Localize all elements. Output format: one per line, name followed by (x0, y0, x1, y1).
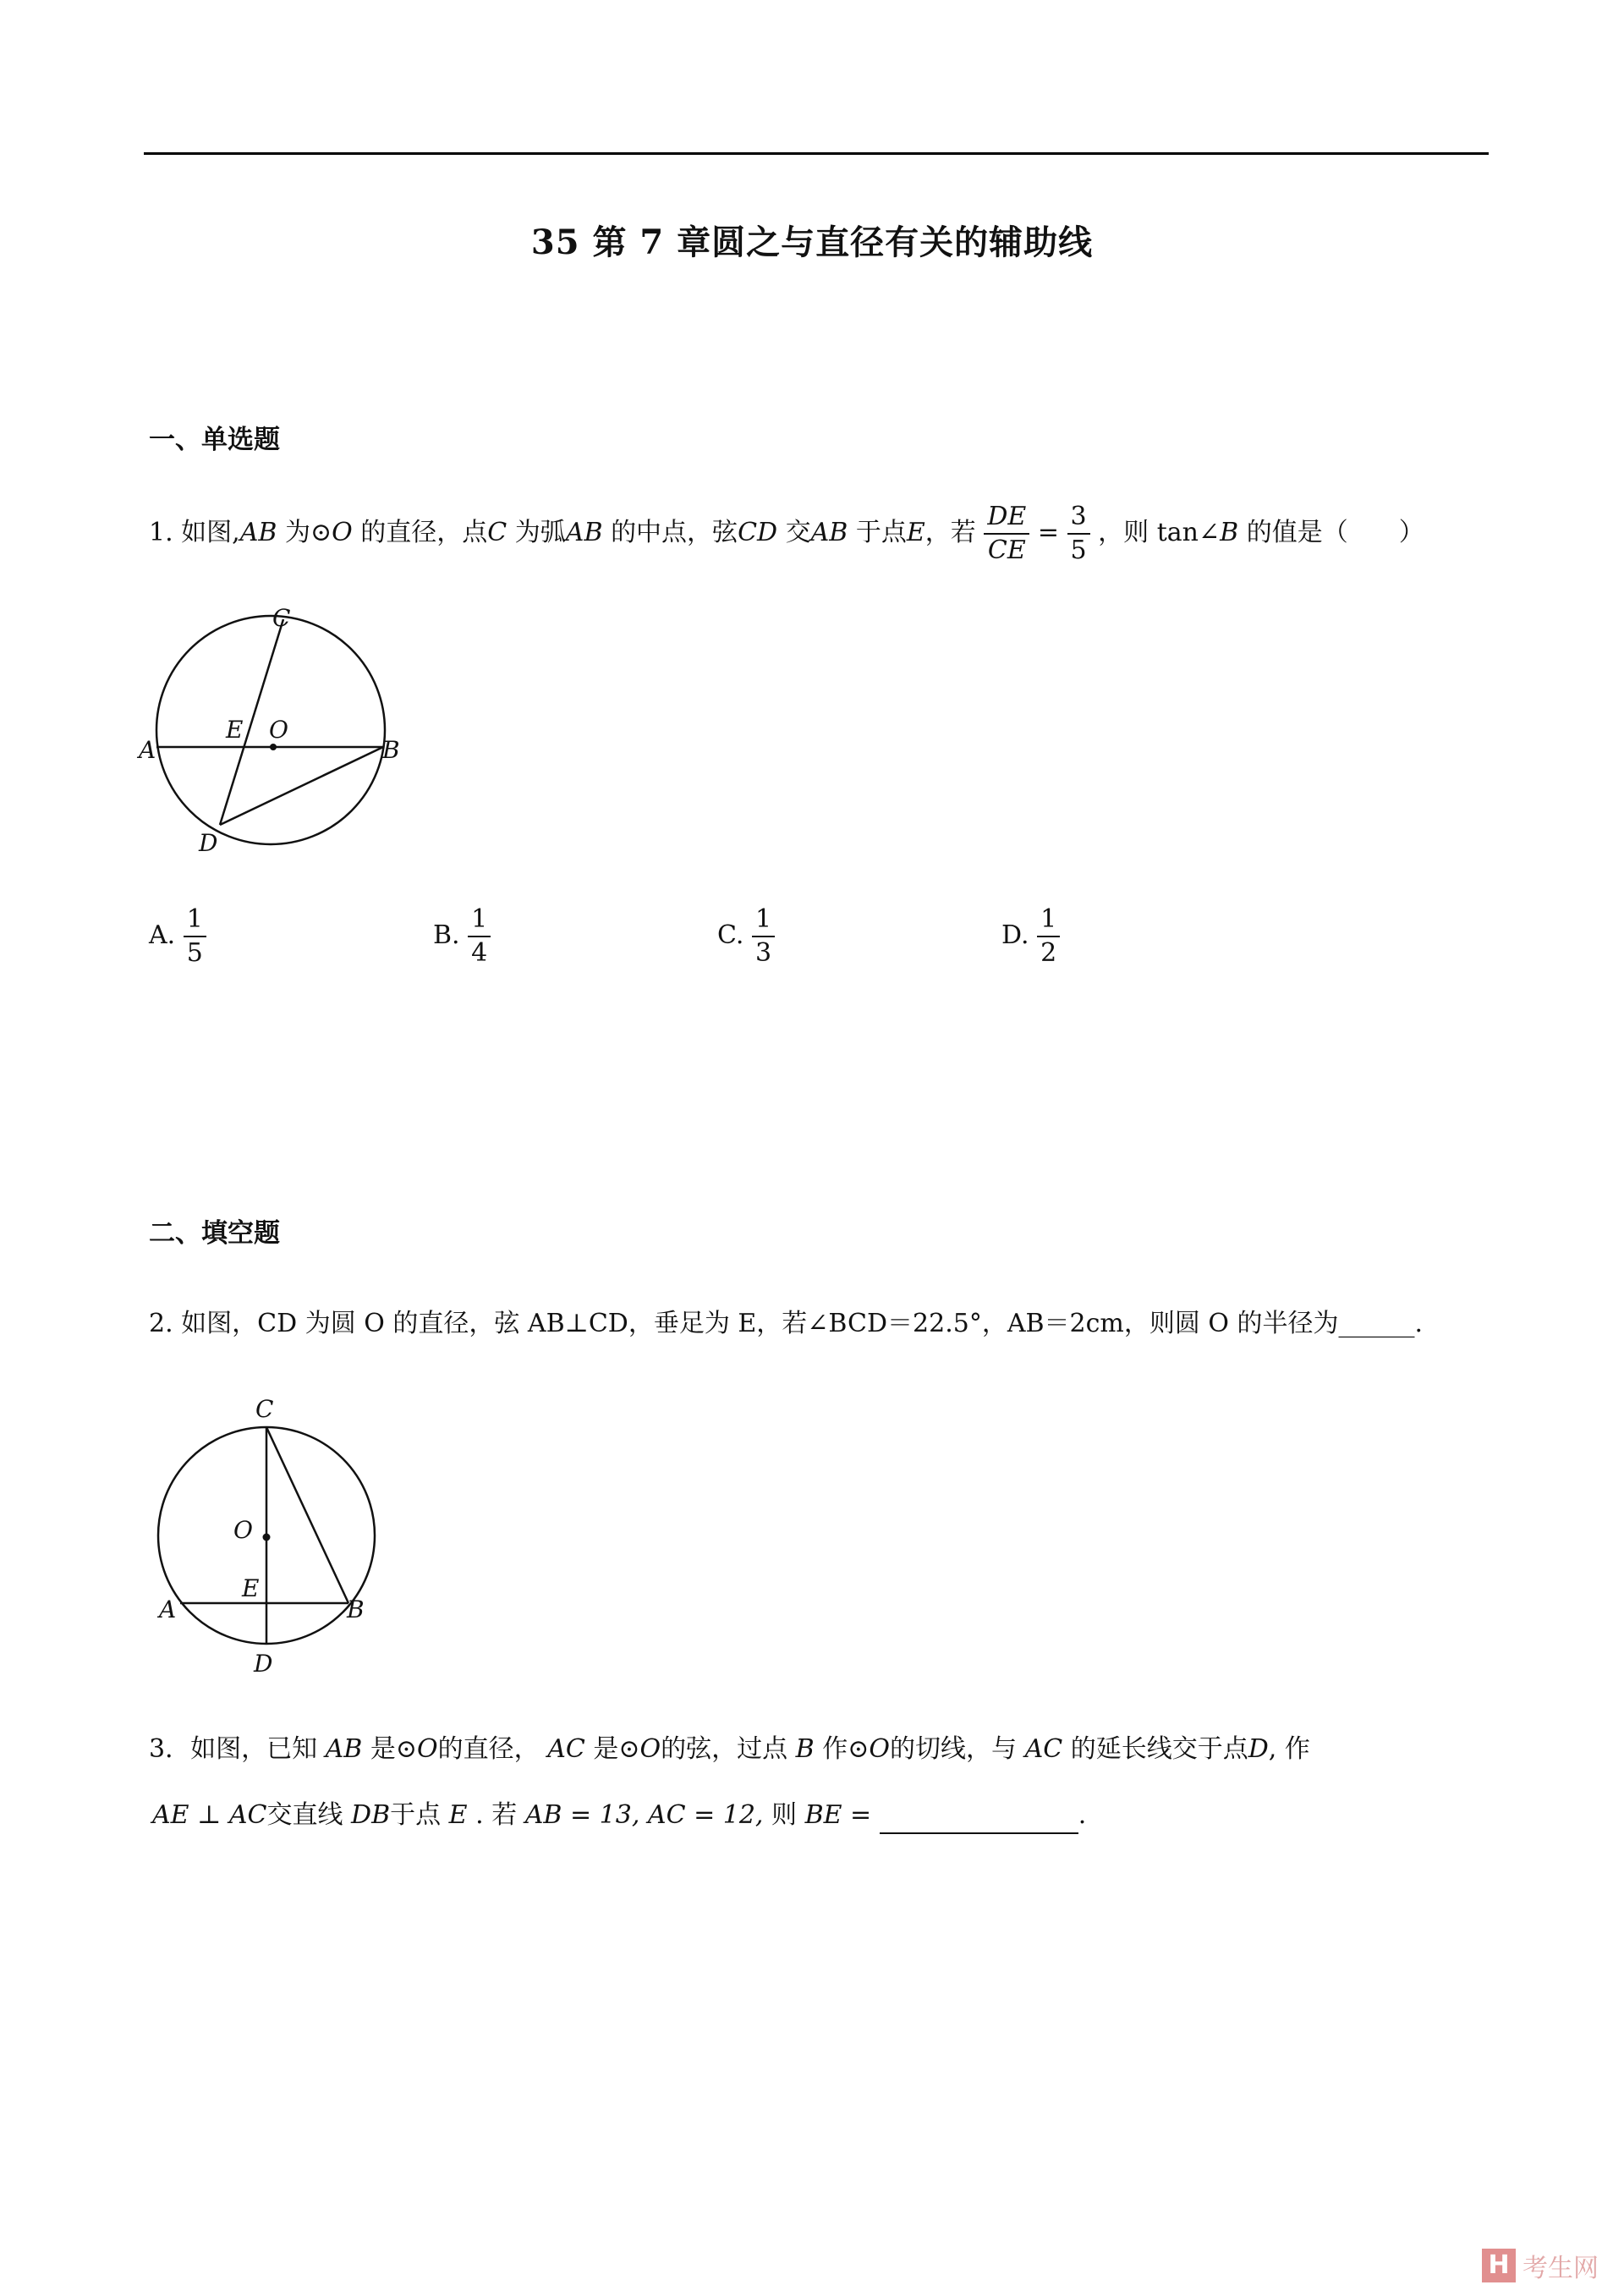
label-O: O (233, 1516, 253, 1544)
label-D: D (254, 1650, 273, 1678)
question-number: 1. (149, 518, 173, 547)
option-c[interactable]: C. $\frac{1}{3}$ (717, 904, 775, 969)
option-a[interactable]: A. $\frac{1}{5}$ (149, 904, 206, 969)
question-1: 1. 如图,AB 为⊙O 的直径，点C 为弧AB 的中点，弦CD 交AB 于点E，若 $\frac{DE}{CE}$ = $\frac{3}{5}$ ，则 tan∠B 的值是（ ） (149, 502, 1424, 565)
label-D: D (199, 829, 218, 857)
figure-circle-1 (139, 604, 423, 863)
label-E: E (242, 1574, 260, 1602)
label-B: B (382, 736, 400, 764)
label-A: A (159, 1596, 177, 1623)
label-A: A (139, 736, 156, 764)
center-point (263, 1534, 271, 1541)
option-b[interactable]: B. $\frac{1}{4}$ (433, 904, 491, 969)
label-B: B (347, 1596, 365, 1623)
question-3-line-1: 3．如图，已知 AB 是⊙O的直径， AC 是⊙O的弦，过点 B 作⊙O的切线，与 AC 的延长线交于点D, 作 (149, 1734, 1310, 1764)
figure-circle-2 (144, 1387, 398, 1684)
header-rule (144, 152, 1489, 155)
label-C: C (272, 604, 291, 632)
page-title: 35 第 7 章圆之与直径有关的辅助线 (530, 222, 1094, 262)
center-point (270, 744, 277, 750)
ratio-fraction: $\frac{DE}{CE}$ (984, 501, 1029, 567)
label-O: O (269, 716, 288, 744)
watermark-logo: H (1482, 2249, 1516, 2282)
watermark-name: 考生网 (1522, 2254, 1599, 2283)
answer-blank[interactable] (880, 1799, 1078, 1834)
option-d[interactable]: D. $\frac{1}{2}$ (1001, 904, 1060, 969)
label-E: E (226, 716, 244, 744)
watermark (1482, 2247, 1599, 2284)
section-heading-fill-blank: 二、填空题 (149, 1218, 280, 1249)
question-2: 2. 如图，CD 为圆 O 的直径，弦 AB⊥CD，垂足为 E，若∠BCD＝22.5°，AB＝2cm，则圆 O 的半径为______. (149, 1309, 1424, 1338)
section-heading-single-choice: 一、单选题 (149, 425, 280, 455)
ratio-value: $\frac{3}{5}$ (1067, 501, 1090, 567)
label-C: C (255, 1395, 274, 1423)
chord-DB (220, 747, 383, 825)
question-3-line-2: AE ⊥ AC交直线 DB于点 E . 若 AB = 13, AC = 12, 则 BE = . (152, 1799, 1086, 1834)
